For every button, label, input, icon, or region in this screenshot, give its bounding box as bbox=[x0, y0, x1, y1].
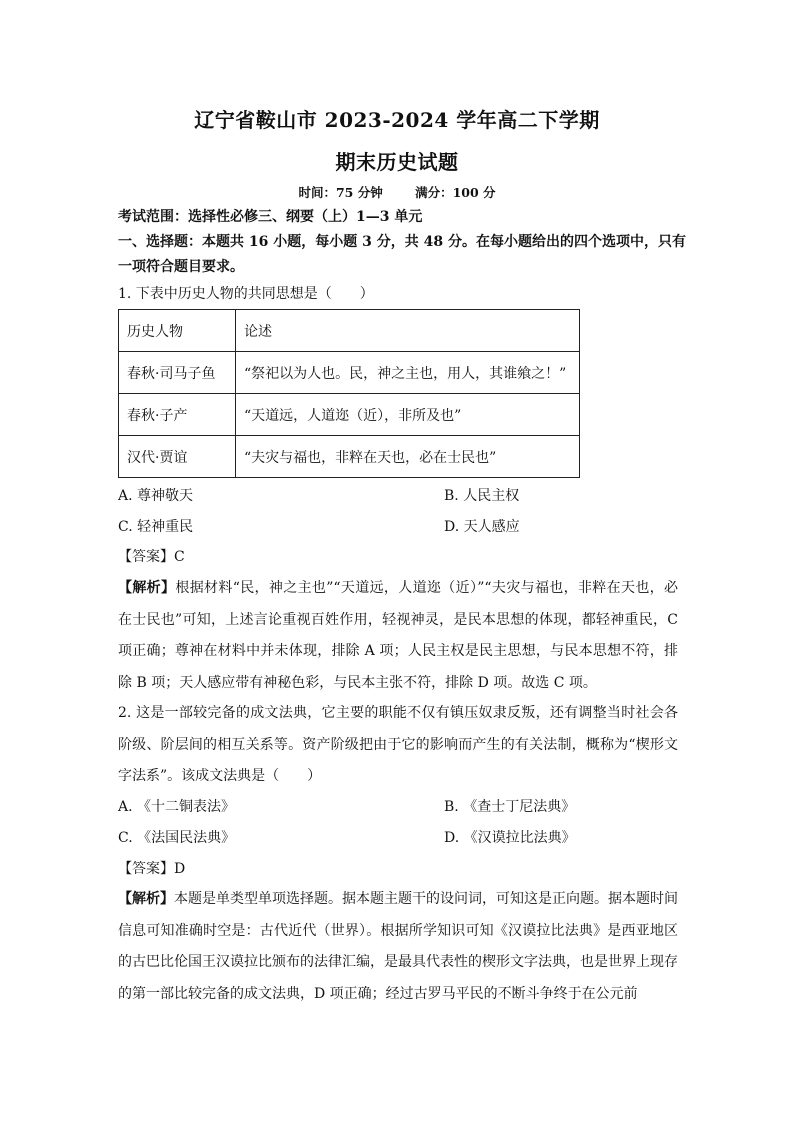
q1-option-d: D. 天人感应 bbox=[444, 519, 520, 535]
q1-option-b: B. 人民主权 bbox=[444, 488, 520, 504]
section-intro-line2: 一项符合题目要求。 bbox=[118, 259, 244, 275]
table-cell: 春秋·司马子鱼 bbox=[119, 352, 236, 394]
q2-option-a: A. 《十二铜表法》 bbox=[118, 799, 236, 815]
q2-answer: 【答案】D bbox=[118, 861, 186, 877]
table-row bbox=[119, 394, 580, 436]
q1-analysis bbox=[118, 573, 678, 699]
exam-title: 辽宁省鞍山市 2023-2024 学年高二下学期 bbox=[194, 108, 600, 132]
q2-stem: 2. 这是一部较完备的成文法典，它主要的职能不仅有镇压奴隶反叛，还有调整当时社会各阶级、阶层间的相互关系等。资产阶级把由于它的影响而产生的有关法制，概称为“楔形文字法系”。该成文法典是（ ） bbox=[118, 705, 678, 784]
q2-analysis bbox=[118, 884, 678, 1010]
exam-subtitle: 期末历史试题 bbox=[335, 150, 459, 174]
table-header-cell: 历史人物 bbox=[119, 310, 236, 352]
q1-answer: 【答案】C bbox=[118, 549, 185, 565]
table-cell: 汉代·贾谊 bbox=[119, 436, 236, 478]
table-row bbox=[119, 436, 580, 478]
analysis-label: 【解析】 bbox=[118, 891, 174, 907]
analysis-text: 本题是单类型单项选择题。据本题主题干的设问词，可知这是正向题。据本题时间信息可知准确时空是：古代近代（世界）。根据所学知识可知《汉谟拉比法典》是西亚地区的古巴比伦国王汉谟拉比颁布的法律汇编，是最具代表性的楔形文字法典，也是世界上现存的第一部比较完备的成文法典，D 项正确；经过古罗马平民的不断斗争终于在公元前 bbox=[118, 891, 678, 1002]
q2-option-d: D. 《汉谟拉比法典》 bbox=[444, 830, 576, 846]
exam-meta bbox=[0, 183, 794, 201]
table-header-cell: 论述 bbox=[236, 310, 580, 352]
exam-scope: 考试范围：选择性必修三、纲要（上）1—3 单元 bbox=[118, 209, 423, 225]
table-cell: 春秋·子产 bbox=[119, 394, 236, 436]
table-row bbox=[119, 352, 580, 394]
analysis-label: 【解析】 bbox=[118, 580, 176, 596]
exam-score: 满分：100 分 bbox=[415, 185, 496, 200]
q1-stem: 1. 下表中历史人物的共同思想是（ ） bbox=[118, 286, 374, 302]
table-cell: “夫灾与福也，非粹在天也，必在士民也” bbox=[236, 436, 580, 478]
table-header-row bbox=[119, 310, 580, 352]
q2-option-c: C. 《法国民法典》 bbox=[118, 830, 236, 846]
q1-option-a: A. 尊神敬天 bbox=[118, 488, 194, 504]
analysis-text: 根据材料“民，神之主也”“天道远，人道迩（近）”“夫灾与福也，非粹在天也，必在士民也”可知，上述言论重视百姓作用，轻视神灵，是民本思想的体现，都轻神重民，C 项正确；尊神在材料中并未体现，排除 A 项；人民主权是民主思想，与民本思想不符，排除 B 项；天人感应带有神秘色彩，与民本主张不符，排除 D 项。故选 C 项。 bbox=[118, 580, 678, 691]
table-cell: “祭祀以为人也。民，神之主也，用人，其谁飨之！” bbox=[236, 352, 580, 394]
section-intro-line1: 一、选择题：本题共 16 小题，每小题 3 分，共 48 分。在每小题给出的四个选项中，只有 bbox=[118, 234, 686, 250]
exam-time: 时间：75 分钟 bbox=[298, 185, 383, 200]
q1-option-c: C. 轻神重民 bbox=[118, 519, 194, 535]
q1-table bbox=[118, 309, 580, 478]
table-cell: “天道远，人道迩（近），非所及也” bbox=[236, 394, 580, 436]
q2-option-b: B. 《查士丁尼法典》 bbox=[444, 799, 576, 815]
